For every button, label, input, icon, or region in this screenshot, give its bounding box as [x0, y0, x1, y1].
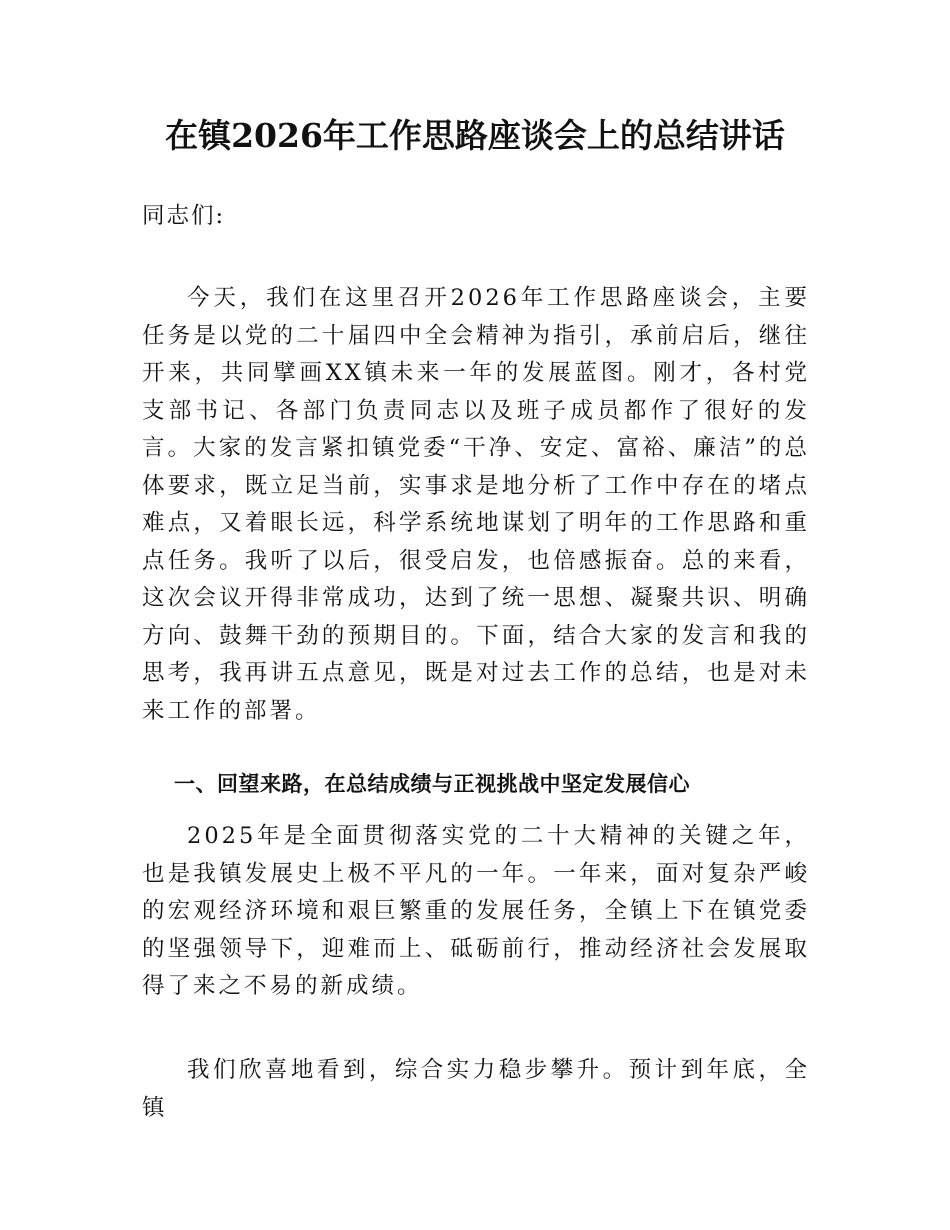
salutation: 同志们: — [142, 203, 226, 229]
paragraph-achievements: 我们欣喜地看到，综合实力稳步攀升。预计到年底，全镇 — [142, 1057, 810, 1121]
paragraph-opening: 今天，我们在这里召开2026年工作思路座谈会，主要任务是以党的二十届四中全会精神为指引，承前启后，继往开来，共同擘画XX镇未来一年的发展蓝图。刚才，各村党支部书记、各部门负责同志以及班子成员都作了很好的发言。大家的发言紧扣镇党委“干净、安定、富裕、廉洁”的总体要求，既立足当前，实事求是地分析了工作中存在的堵点难点，又着眼长远，科学系统地谋划了明年的工作思路和重点任务。我听了以后，很受启发，也倍感振奋。总的来看，这次会议开得非常成功，达到了统一思想、凝聚共识、明确方向、鼓舞干劲的预期目的。下面，结合大家的发言和我的思考，我再讲五点意见，既是对过去工作的总结，也是对未来工作的部署。 — [142, 285, 810, 724]
paragraph-review: 2025年是全面贯彻落实党的二十大精神的关键之年，也是我镇发展史上极不平凡的一年。一年来，面对复杂严峻的宏观经济环境和艰巨繁重的发展任务，全镇上下在镇党委的坚强领导下，迎难而上、砥砺前行，推动经济社会发展取得了来之不易的新成绩。 — [142, 823, 810, 999]
section-heading-1: 一、回望来路，在总结成绩与正视挑战中坚定发展信心 — [174, 772, 690, 796]
document-title: 在镇2026年工作思路座谈会上的总结讲话 — [165, 116, 785, 155]
